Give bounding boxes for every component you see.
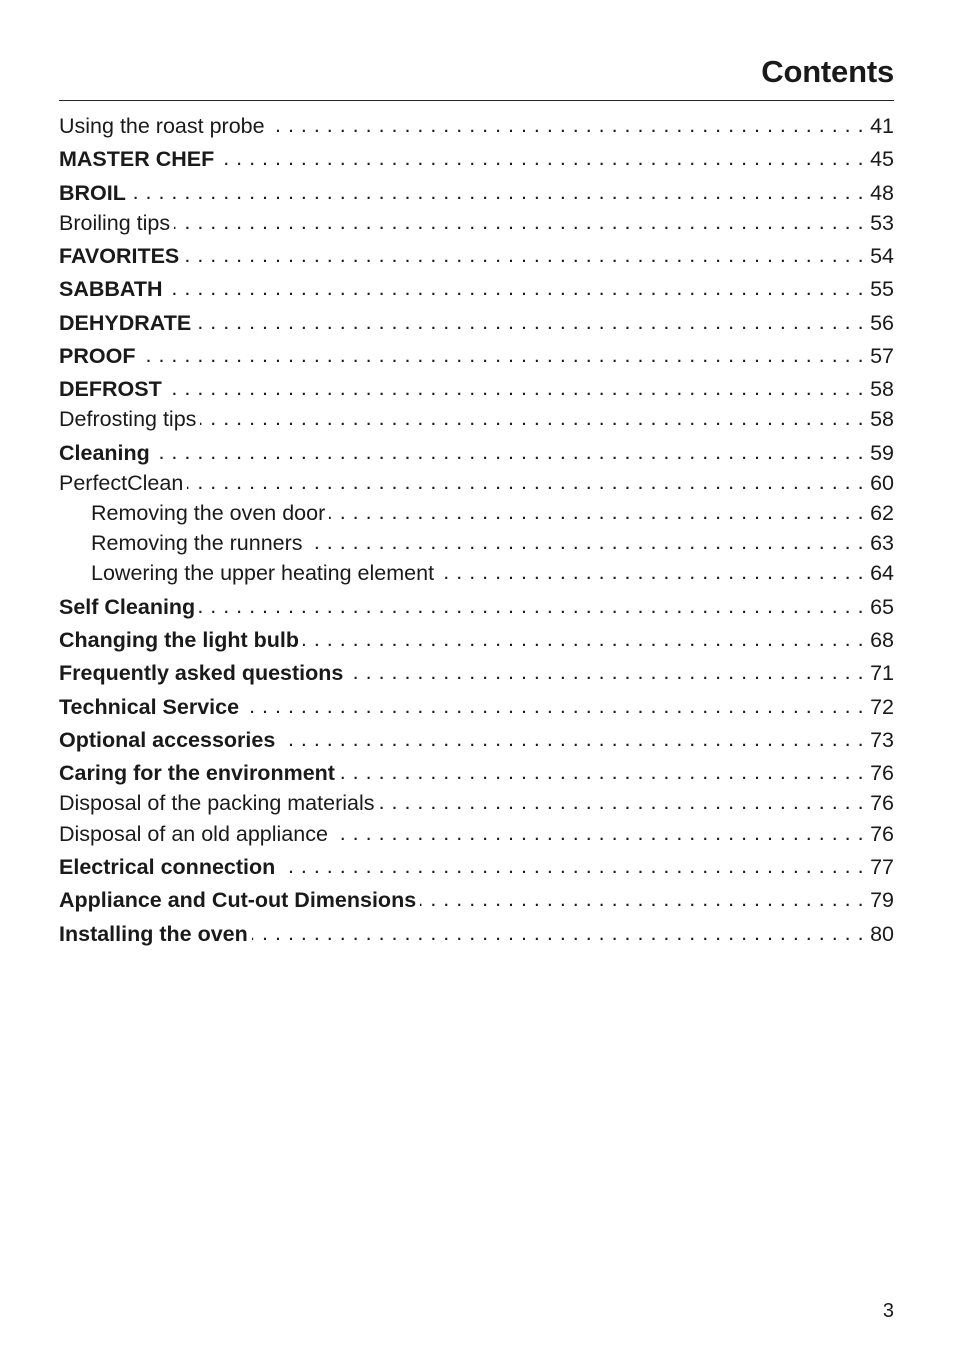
toc-entry-label: DEHYDRATE bbox=[59, 310, 192, 335]
toc-entry-removing-the-runners[interactable] bbox=[59, 528, 894, 557]
toc-entry-page: 62 bbox=[870, 500, 894, 525]
toc-dot-leader bbox=[438, 558, 864, 580]
toc-entry-label: Caring for the environment bbox=[59, 760, 335, 785]
toc-entry-favorites[interactable] bbox=[59, 241, 894, 270]
toc-entry-page: 68 bbox=[870, 627, 894, 652]
toc-dot-leader bbox=[329, 498, 864, 520]
toc-entry-proof[interactable] bbox=[59, 341, 894, 370]
toc-entry-page: 65 bbox=[870, 594, 894, 619]
toc-entry-label: Frequently asked questions bbox=[59, 660, 344, 685]
toc-entry-label: Disposal of the packing materials bbox=[59, 790, 375, 815]
toc-dot-leader bbox=[243, 692, 864, 714]
toc-entry-cleaning[interactable] bbox=[59, 438, 894, 467]
toc-entry-page: 58 bbox=[870, 406, 894, 431]
toc-entry-page: 41 bbox=[870, 113, 894, 138]
toc-dot-leader bbox=[166, 374, 864, 396]
toc-entry-page: 76 bbox=[870, 821, 894, 846]
toc-entry-label: Technical Service bbox=[59, 694, 240, 719]
toc-entry-appliance-and-cut-out-dimensions[interactable] bbox=[59, 885, 894, 914]
toc-entry-page: 55 bbox=[870, 276, 894, 301]
toc-entry-label: Broiling tips bbox=[59, 210, 171, 235]
page-title: Contents bbox=[761, 54, 894, 89]
toc-dot-leader bbox=[332, 819, 864, 841]
toc-entry-label: Changing the light bulb bbox=[59, 627, 300, 652]
toc-entry-disposal-of-the-packing-materials[interactable] bbox=[59, 788, 894, 817]
toc-entry-label: Installing the oven bbox=[59, 921, 248, 946]
toc-entry-using-the-roast-probe[interactable] bbox=[59, 111, 894, 140]
toc-entry-page: 71 bbox=[870, 660, 894, 685]
toc-entry-lowering-the-upper-heating-element[interactable] bbox=[59, 558, 894, 587]
toc-dot-leader bbox=[187, 468, 864, 490]
toc-entry-self-cleaning[interactable] bbox=[59, 592, 894, 621]
toc-dot-leader bbox=[167, 274, 865, 296]
toc-dot-leader bbox=[279, 852, 864, 874]
toc-entry-page: 48 bbox=[870, 180, 894, 205]
toc-entry-label: Appliance and Cut-out Dimensions bbox=[59, 887, 417, 912]
toc-entry-page: 63 bbox=[870, 530, 894, 555]
toc-entry-defrosting-tips[interactable] bbox=[59, 404, 894, 433]
toc-dot-leader bbox=[279, 725, 864, 747]
toc-entry-label: FAVORITES bbox=[59, 243, 180, 268]
toc-entry-page: 58 bbox=[870, 376, 894, 401]
toc-entry-page: 76 bbox=[870, 760, 894, 785]
toc-entry-page: 72 bbox=[870, 694, 894, 719]
toc-entry-label: Defrosting tips bbox=[59, 406, 197, 431]
toc-entry-frequently-asked-questions[interactable] bbox=[59, 658, 894, 687]
toc-entry-page: 45 bbox=[870, 146, 894, 171]
toc-entry-label: Self Cleaning bbox=[59, 594, 196, 619]
toc-entry-electrical-connection[interactable] bbox=[59, 852, 894, 881]
toc-dot-leader bbox=[420, 885, 864, 907]
toc-dot-leader bbox=[130, 178, 864, 200]
toc-entry-defrost[interactable] bbox=[59, 374, 894, 403]
page-number: 3 bbox=[882, 1300, 894, 1322]
toc-entry-disposal-of-an-old-appliance[interactable] bbox=[59, 819, 894, 848]
toc-entry-label: SABBATH bbox=[59, 276, 163, 301]
toc-entry-label: Disposal of an old appliance bbox=[59, 821, 328, 846]
toc-entry-label: Removing the runners bbox=[91, 530, 303, 555]
toc-entry-page: 77 bbox=[870, 854, 894, 879]
toc-dot-leader bbox=[195, 308, 864, 330]
toc-entry-page: 53 bbox=[870, 210, 894, 235]
toc-entry-label: DEFROST bbox=[59, 376, 162, 401]
toc-entry-changing-the-light-bulb[interactable] bbox=[59, 625, 894, 654]
toc-dot-leader bbox=[347, 658, 864, 680]
toc-entry-page: 59 bbox=[870, 440, 894, 465]
title-divider bbox=[59, 100, 894, 101]
toc-dot-leader bbox=[183, 241, 864, 263]
toc-dot-leader bbox=[269, 111, 865, 133]
toc-entry-page: 73 bbox=[870, 727, 894, 752]
toc-entry-page: 56 bbox=[870, 310, 894, 335]
toc-entry-installing-the-oven[interactable] bbox=[59, 919, 894, 948]
toc-entry-label: Cleaning bbox=[59, 440, 150, 465]
toc-entry-label: Electrical connection bbox=[59, 854, 276, 879]
toc-entry-label: Optional accessories bbox=[59, 727, 276, 752]
toc-entry-broil[interactable] bbox=[59, 178, 894, 207]
toc-dot-leader bbox=[200, 404, 864, 426]
toc-entry-optional-accessories[interactable] bbox=[59, 725, 894, 754]
toc-entry-label: Using the roast probe bbox=[59, 113, 265, 138]
toc-entry-perfectclean[interactable] bbox=[59, 468, 894, 497]
toc-entry-page: 60 bbox=[870, 470, 894, 495]
toc-entry-page: 80 bbox=[870, 921, 894, 946]
toc-entry-broiling-tips[interactable] bbox=[59, 208, 894, 237]
toc-entry-label: PerfectClean bbox=[59, 470, 184, 495]
toc-entry-label: Lowering the upper heating element bbox=[91, 560, 435, 585]
toc-entry-page: 57 bbox=[870, 343, 894, 368]
toc-entry-page: 54 bbox=[870, 243, 894, 268]
toc-dot-leader bbox=[379, 788, 865, 810]
toc-entry-page: 64 bbox=[870, 560, 894, 585]
toc-entry-label: PROOF bbox=[59, 343, 136, 368]
toc-dot-leader bbox=[174, 208, 864, 230]
toc-dot-leader bbox=[303, 625, 864, 647]
toc-entry-caring-for-the-environment[interactable] bbox=[59, 758, 894, 787]
toc-dot-leader bbox=[252, 919, 864, 941]
toc-entry-label: Removing the oven door bbox=[91, 500, 326, 525]
toc-dot-leader bbox=[339, 758, 864, 780]
toc-entry-page: 79 bbox=[870, 887, 894, 912]
toc-dot-leader bbox=[199, 592, 864, 614]
toc-entry-label: BROIL bbox=[59, 180, 126, 205]
toc-entry-page: 76 bbox=[870, 790, 894, 815]
toc-entry-technical-service[interactable] bbox=[59, 692, 894, 721]
toc-entry-label: MASTER CHEF bbox=[59, 146, 215, 171]
toc-dot-leader bbox=[154, 438, 864, 460]
toc-entry-master-chef[interactable] bbox=[59, 144, 894, 173]
toc-entry-dehydrate[interactable] bbox=[59, 308, 894, 337]
toc-dot-leader bbox=[218, 144, 864, 166]
toc-entry-sabbath[interactable] bbox=[59, 274, 894, 303]
toc-dot-leader bbox=[139, 341, 864, 363]
toc-dot-leader bbox=[307, 528, 865, 550]
toc-entry-removing-the-oven-door[interactable] bbox=[59, 498, 894, 527]
